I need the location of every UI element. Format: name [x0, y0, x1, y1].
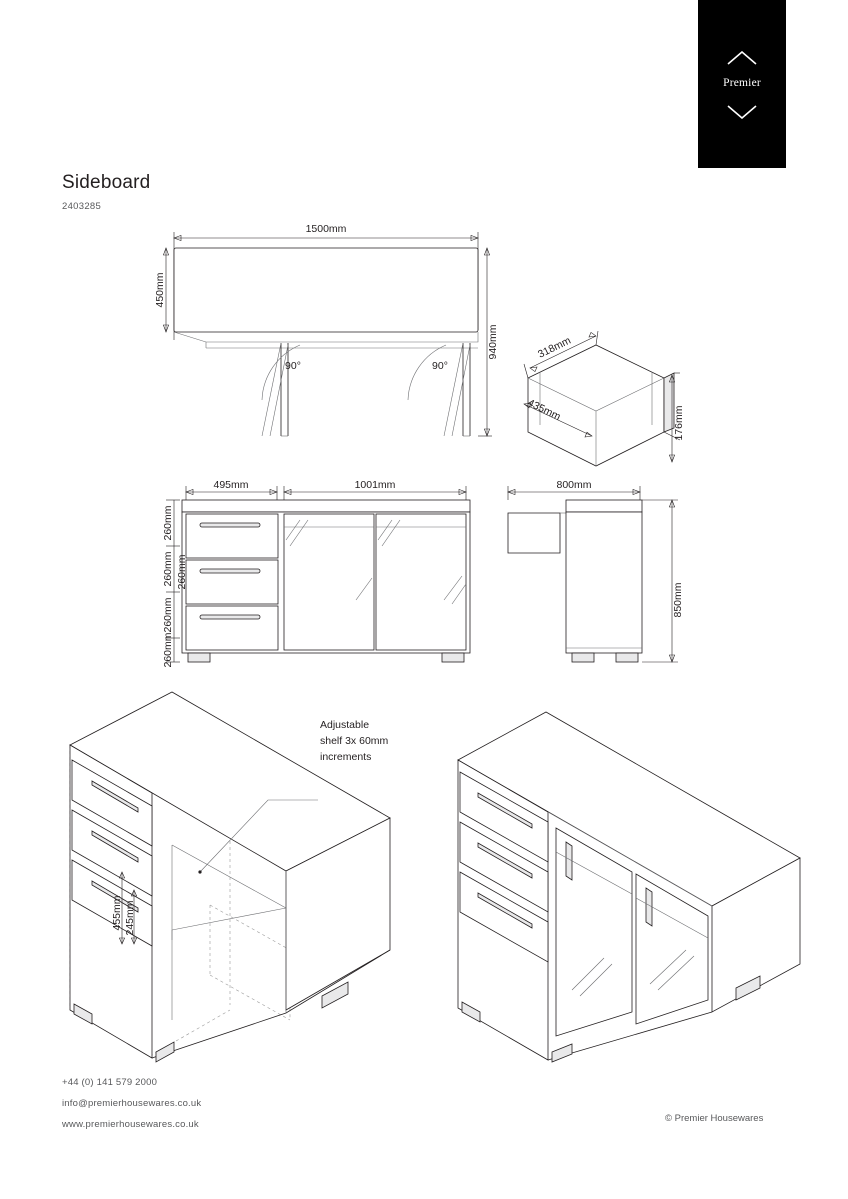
view-front-elevation	[162, 479, 470, 668]
dim-front-drawer-h-3: 260mm	[162, 597, 174, 633]
dim-drawer-depth: 435mm	[525, 396, 563, 424]
dim-front-drawer-h-4: 260mm	[162, 632, 174, 668]
dim-top-depth: 450mm	[154, 272, 166, 308]
view-top	[154, 223, 499, 436]
note-adjustable-shelf-line2: shelf 3x 60mm	[320, 735, 389, 747]
footer-contact	[62, 1072, 201, 1135]
note-adjustable-shelf-line1: Adjustable	[320, 719, 370, 731]
dim-angle-right: 90°	[432, 360, 448, 372]
view-side-elevation	[508, 479, 684, 662]
dim-side-width: 800mm	[556, 479, 592, 491]
view-iso-closed	[458, 712, 800, 1062]
dim-side-height: 850mm	[672, 582, 684, 618]
dim-overall-height: 940mm	[487, 324, 499, 360]
footer-website[interactable]: www.premierhousewares.co.uk	[62, 1119, 199, 1130]
dim-drawer-width: 318mm	[536, 334, 573, 361]
footer-phone: +44 (0) 141 579 2000	[62, 1077, 158, 1088]
footer-email[interactable]: info@premierhousewares.co.uk	[62, 1098, 202, 1109]
dim-front-drawer-width: 495mm	[213, 479, 249, 491]
footer-copyright: © Premier Housewares	[665, 1113, 764, 1124]
dim-front-cabinet-width: 1001mm	[354, 479, 396, 491]
dim-shelf-455: 455mm	[111, 895, 123, 931]
brand-name: Premier	[723, 77, 761, 89]
view-iso-open	[70, 692, 390, 1068]
dim-angle-left: 90°	[285, 360, 301, 372]
dim-front-drawer-h-1: 260mm	[162, 505, 174, 541]
dim-drawer-height: 176mm	[673, 405, 685, 441]
view-drawer-detail	[524, 331, 685, 466]
note-adjustable-shelf-line3: increments	[320, 751, 372, 763]
page-title: Sideboard	[62, 172, 151, 193]
product-sku: 2403285	[62, 201, 102, 212]
dim-shelf-245: 245mm	[124, 900, 136, 936]
dim-top-width: 1500mm	[305, 223, 347, 235]
dim-front-drawer-h-5: 260mm	[176, 554, 188, 590]
dim-front-drawer-h-2: 260mm	[162, 551, 174, 587]
